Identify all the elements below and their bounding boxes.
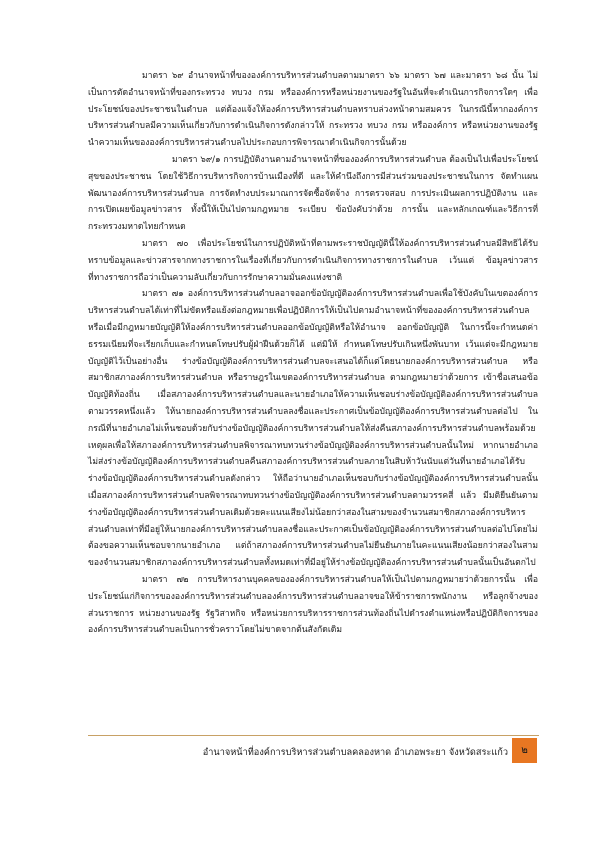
page-number-badge: ๒ [512,738,537,763]
paragraph-section-69: มาตรา ๖๙ อำนาจหน้าที่ขององค์การบริหารส่วนตำบลตามมาตรา ๖๖ มาตรา ๖๗ และมาตรา ๖๘ นั้น ไม่เป็นการตัดอำนาจหน้าที่ของกระทรวง ทบวง กรม หรือองค์การหรือหน่วยงานของรัฐในอันที่จะดำเนินการกิจการใดๆ เพื่อประโยชน์ของประชาชนในตำบล แต่ต้องแจ้งให้องค์การบริหารส่วนตำบลทราบล่วงหน้าตามสมควร ในกรณีนี้หากองค์การบริหารส่วนตำบลมีความเห็นเกี่ยวกับการดำเนินกิจการดังกล่าวให้ กระทรวง ทบวง กรม หรือองค์การ หรือหน่วยงานของรัฐ นำความเห็นขององค์การบริหารส่วนตำบลไปประกอบการพิจารณาดำเนินกิจการนั้นด้วย [88,71,538,149]
paragraph-section-71: มาตรา ๗๑ องค์การบริหารส่วนตำบลอาจออกข้อบัญญัติองค์การบริหารส่วนตำบลเพื่อใช้บังคับในเขตองค์การบริหารส่วนตำบลได้เท่าที่ไม่ขัดหรือแย้งต่อกฎหมายเพื่อปฏิบัติการให้เป็นไปตามอำนาจหน้าที่ขององค์การบริหารส่วนตำบล หรือเมื่อมีกฎหมายบัญญัติให้องค์การบริหารส่วนตำบลออกข้อบัญญัติหรือให้อำนาจ ออกข้อบัญญัติ ในการนี้จะกำหนดค่าธรรมเนียมที่จะเรียกเก็บและกำหนดโทษปรับผู้ฝ่าฝืนด้วยก็ได้ แต่มิให้ กำหนดโทษปรับเกินหนึ่งพันบาท เว้นแต่จะมีกฎหมายบัญญัติไว้เป็นอย่างอื่น ร่างข้อบัญญัติองค์การบริหารส่วนตำบลจะเสนอได้ก็แต่โดยนายกองค์การบริหารส่วนตำบล หรือ สมาชิกสภาองค์การบริหารส่วนตำบล หรือราษฎรในเขตองค์การบริหารส่วนตำบล ตามกฎหมายว่าด้วยการ เข้าชื่อเสนอข้อบัญญัติท้องถิ่น เมื่อสภาองค์การบริหารส่วนตำบลและนายอำเภอให้ความเห็นชอบร่างข้อบัญญัติองค์การบริหารส่วนตำบลตามวรรคหนึ่งแล้ว ให้นายกองค์การบริหารส่วนตำบลลงชื่อและประกาศเป็นข้อบัญญัติองค์การบริหารส่วนตำบลต่อไป ในกรณีที่นายอำเภอไม่เห็นชอบด้วยกับร่างข้อบัญญัติองค์การบริหารส่วนตำบลให้ส่งคืนสภาองค์การบริหารส่วนตำบลพร้อมด้วยเหตุผลเพื่อให้สภาองค์การบริหารส่วนตำบลพิจารณาทบทวนร่างข้อบัญญัติองค์การบริหารส่วนตำบลนั้นใหม่ หากนายอำเภอไม่ส่งร่างข้อบัญญัติองค์การบริหารส่วนตำบลคืนสภาองค์การบริหารส่วนตำบลภายในสิบห้าวันนับแต่วันที่นายอำเภอได้รับร่างข้อบัญญัติองค์การบริหารส่วนตำบลดังกล่าว ให้ถือว่านายอำเภอเห็นชอบกับร่างข้อบัญญัติองค์การบริหารส่วนตำบลนั้น เมื่อสภาองค์การบริหารส่วนตำบลพิจารณาทบทวนร่างข้อบัญญัติองค์การบริหารส่วนตำบลตามวรรคสี่ แล้ว มีมติยืนยันตามร่างข้อบัญญัติองค์การบริหารส่วนตำบลเดิมด้วยคะแนนเสียงไม่น้อยกว่าสองในสามของจำนวนสมาชิกสภาองค์การบริหารส่วนตำบลเท่าที่มีอยู่ให้นายกองค์การบริหารส่วนตำบลลงชื่อและประกาศเป็นข้อบัญญัติองค์การบริหารส่วนตำบลต่อไปโดยไม่ต้องขอความเห็นชอบจากนายอำเภอ แต่ถ้าสภาองค์การบริหารส่วนตำบลไม่ยืนยันภายในคะแนนเสียงน้อยกว่าสองในสามของจำนวนสมาชิกสภาองค์การบริหารส่วนตำบลทั้งหมดเท่าที่มีอยู่ให้ร่างข้อบัญญัติองค์การบริหารส่วนตำบลนั้นเป็นอันตกไป [88,289,538,569]
footer-title: อำนาจหน้าที่องค์การบริหารส่วนตำบลคลองหาด อำเภอพระยา จังหวัดสระแก้ว [202,747,508,758]
footer-divider [88,735,539,736]
paragraph-section-70: มาตรา ๗๐ เพื่อประโยชน์ในการปฏิบัติหน้าที่ตามพระราชบัญญัตินี้ให้องค์การบริหารส่วนตำบลมีสิทธิได้รับทราบข้อมูลและข่าวสารจากทางราชการในเรื่องที่เกี่ยวกับการดำเนินกิจการทางราชการในตำบล เว้นแต่ ข้อมูลข่าวสารที่ทางราชการถือว่าเป็นความลับเกี่ยวกับการรักษาความมั่นคงแห่งชาติ [88,238,538,283]
body-text [88,68,538,639]
paragraph-section-69-1: มาตรา ๖๙/๑ การปฏิบัติงานตามอำนาจหน้าที่ขององค์การบริหารส่วนตำบล ต้องเป็นไปเพื่อประโยชน์ สุขของประชาชน โดยใช้วิธีการบริหารกิจการบ้านเมืองที่ดี และให้คำนึงถึงการมีส่วนร่วมของประชาชนในการ จัดทำแผนพัฒนาองค์การบริหารส่วนตำบล การจัดทำงบประมาณการจัดซื้อจัดจ้าง การตรวจสอบ การประเมินผลการปฏิบัติงาน และการเปิดเผยข้อมูลข่าวสาร ทั้งนี้ให้เป็นไปตามกฎหมาย ระเบียบ ข้อบังคับว่าด้วย การนั้น และหลักเกณฑ์และวิธีการที่กระทรวงมหาดไทยกำหนด [88,154,538,233]
paragraph-section-72: มาตรา ๗๒ การบริหารงานบุคคลขององค์การบริหารส่วนตำบลให้เป็นไปตามกฎหมายว่าด้วยการนั้น เพื่อประโยชน์แก่กิจการขององค์การบริหารส่วนตำบลองค์การบริหารส่วนตำบลอาจขอให้ข้าราชการพนักงาน หรือลูกจ้างของส่วนราชการ หน่วยงานของรัฐ รัฐวิสาหกิจ หรือหน่วยการบริหารราชการส่วนท้องถิ่นไปดำรงตำแหน่งหรือปฏิบัติกิจการขององค์การบริหารส่วนตำบลเป็นการชั่วคราวโดยไม่ขาดจากต้นสังกัดเดิม [88,574,538,636]
